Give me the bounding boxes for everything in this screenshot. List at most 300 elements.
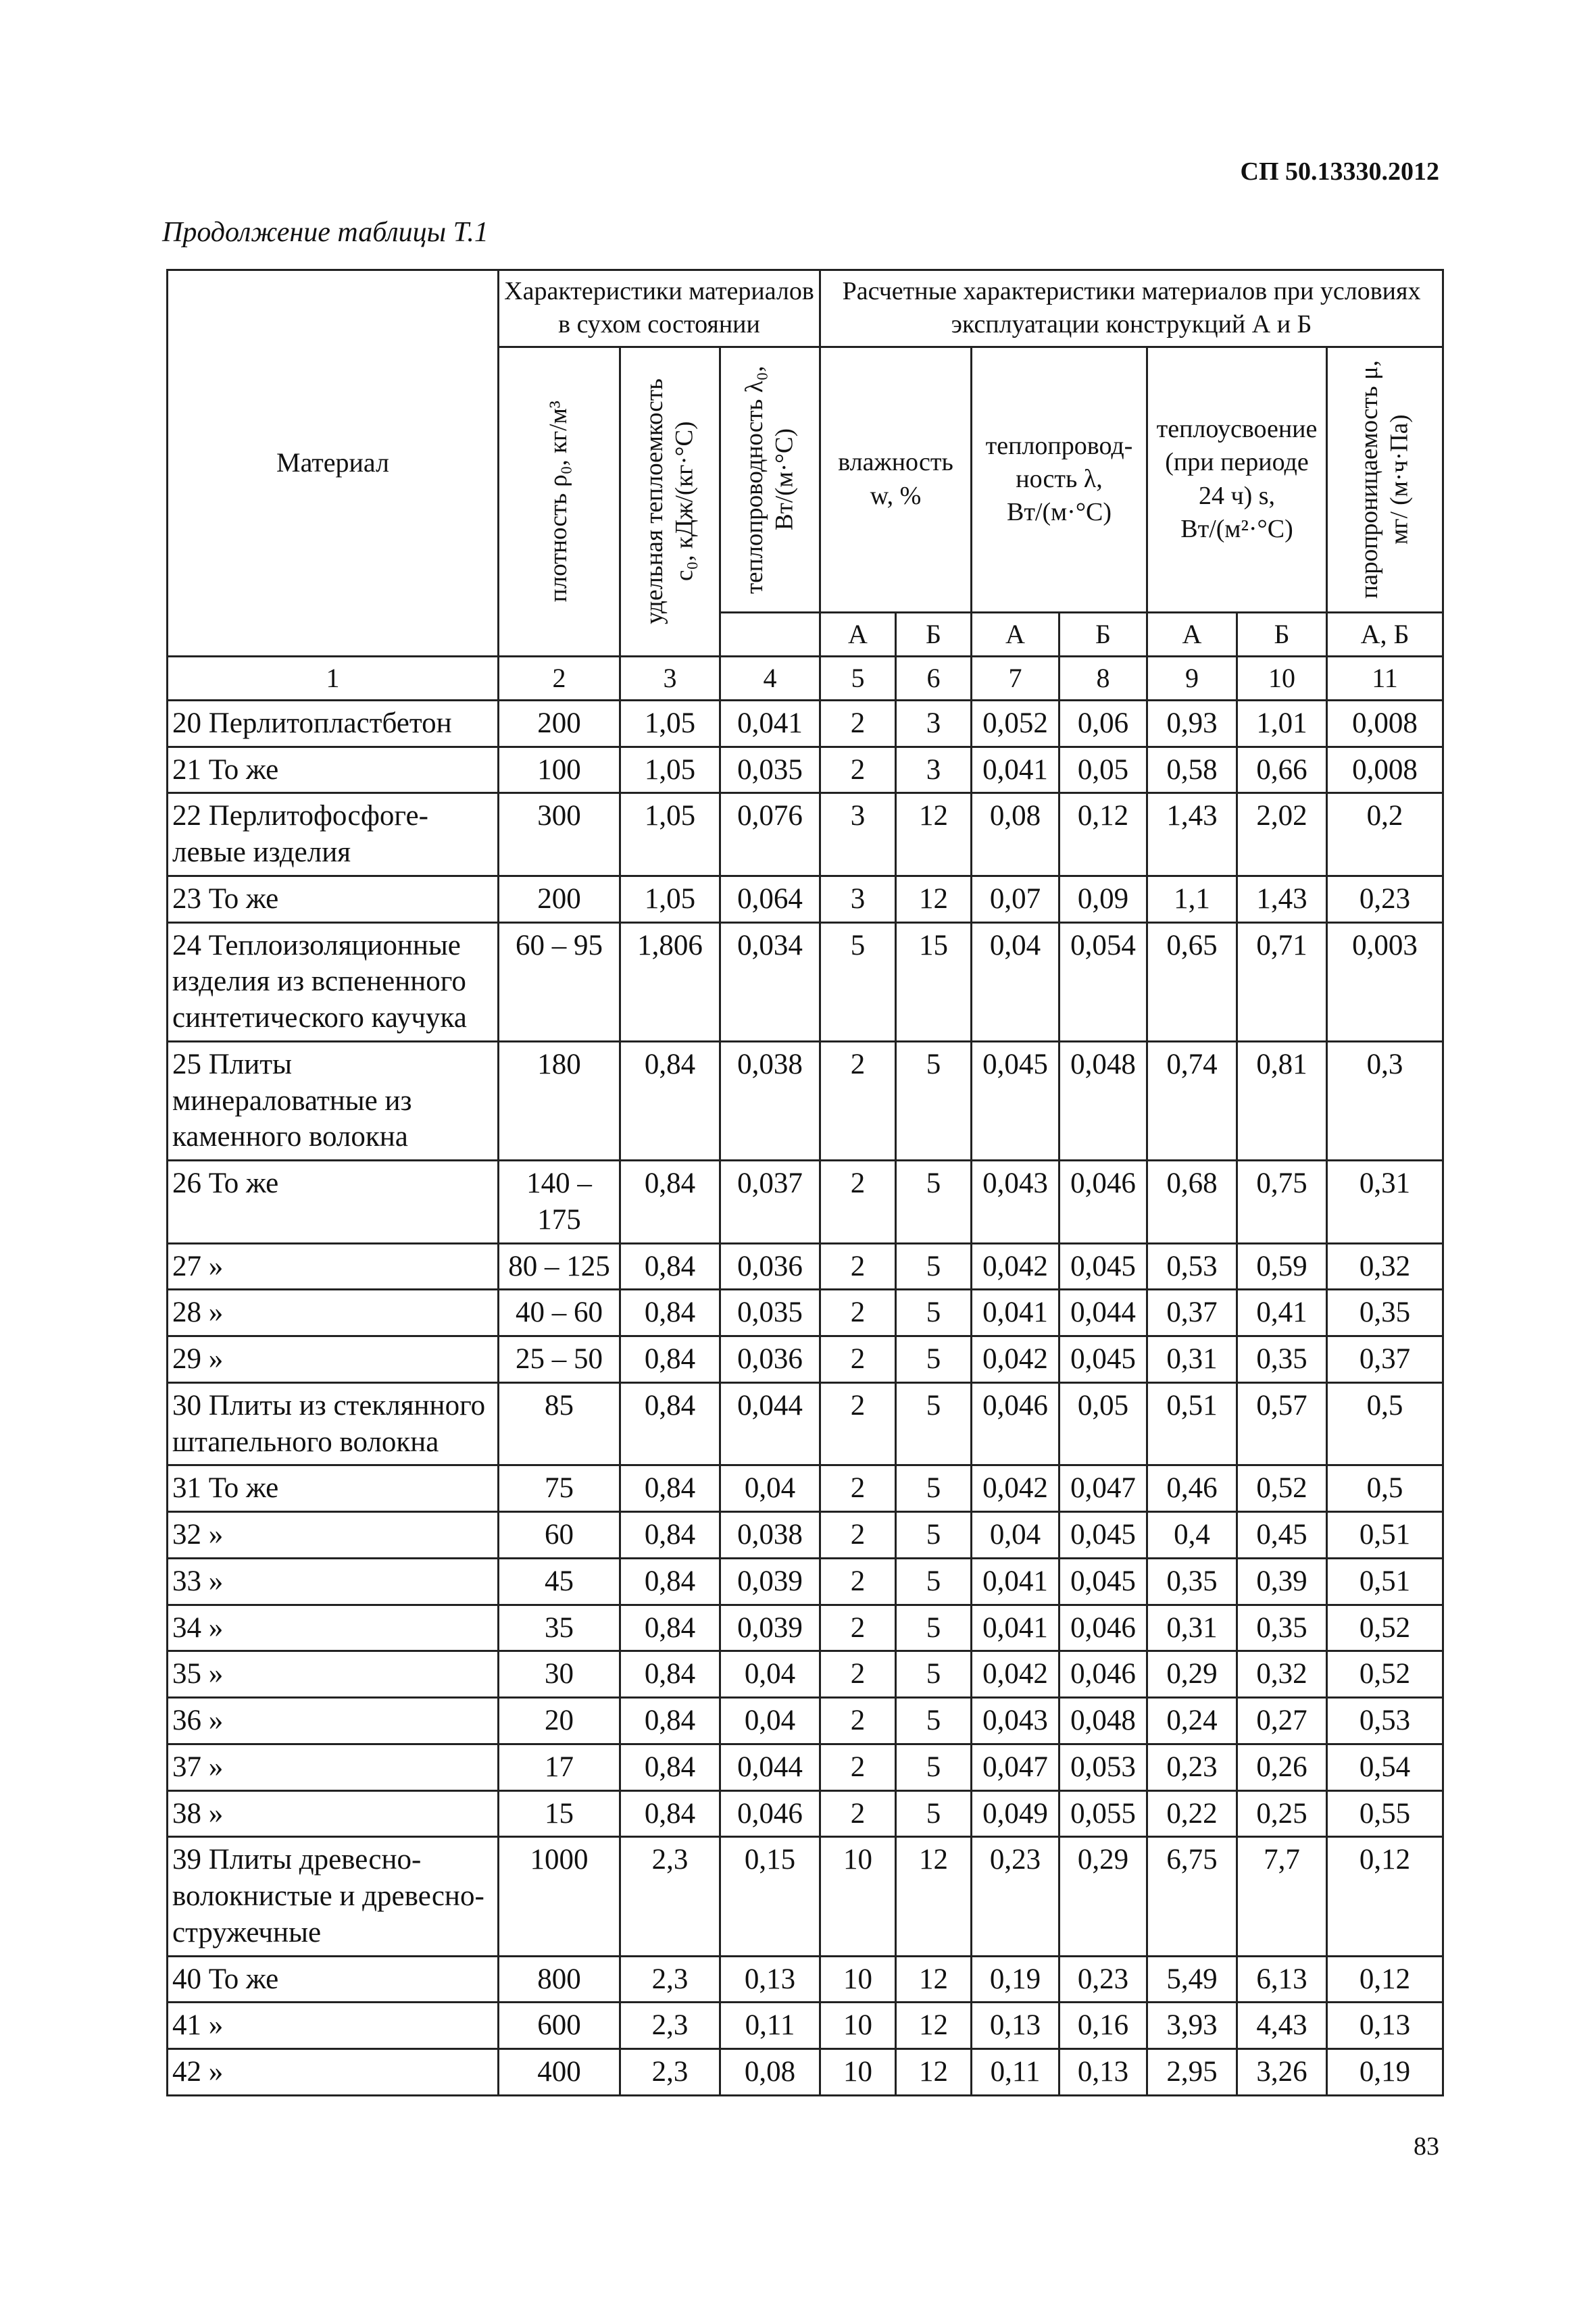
value-cell: 2,3 bbox=[620, 1837, 720, 1956]
value-cell: 0,008 bbox=[1327, 747, 1443, 793]
value-cell: 0,048 bbox=[1059, 1698, 1147, 1744]
value-cell: 0,04 bbox=[720, 1698, 820, 1744]
material-name-cell: 33 » bbox=[168, 1558, 499, 1605]
value-cell: 0,045 bbox=[1059, 1336, 1147, 1383]
table-row bbox=[168, 1465, 1443, 1512]
value-cell: 0,25 bbox=[1237, 1790, 1327, 1837]
material-name-cell: 29 » bbox=[168, 1336, 499, 1383]
value-cell: 0,08 bbox=[972, 793, 1059, 876]
value-cell: 15 bbox=[896, 922, 972, 1041]
value-cell: 0,045 bbox=[972, 1041, 1059, 1160]
value-cell: 3 bbox=[896, 700, 972, 747]
header-dry-group: Характеристики материалов в сухом состоянии bbox=[499, 270, 820, 347]
value-cell: 10 bbox=[820, 1956, 896, 2003]
column-number: 7 bbox=[972, 656, 1059, 700]
value-cell: 0,84 bbox=[620, 1465, 720, 1512]
value-cell: 2 bbox=[820, 1465, 896, 1512]
value-cell: 0,041 bbox=[972, 1558, 1059, 1605]
value-cell: 100 bbox=[499, 747, 620, 793]
value-cell: 600 bbox=[499, 2003, 620, 2049]
value-cell: 0,038 bbox=[720, 1041, 820, 1160]
value-cell: 140 – 175 bbox=[499, 1161, 620, 1244]
value-cell: 0,043 bbox=[972, 1161, 1059, 1244]
header-vapor-permeability-cell bbox=[1327, 347, 1443, 612]
value-cell: 0,39 bbox=[1237, 1558, 1327, 1605]
header-ab-label: Б bbox=[1059, 612, 1147, 656]
material-name-cell: 41 » bbox=[168, 2003, 499, 2049]
value-cell: 200 bbox=[499, 876, 620, 922]
value-cell: 0,55 bbox=[1327, 1790, 1443, 1837]
header-design-group: Расчетные характеристики материалов при условиях эксплуатации конструкций А и Б bbox=[820, 270, 1443, 347]
material-name-cell: 20 Перлитопластбетон bbox=[168, 700, 499, 747]
value-cell: 10 bbox=[820, 2049, 896, 2096]
value-cell: 0,09 bbox=[1059, 876, 1147, 922]
value-cell: 0,35 bbox=[1237, 1336, 1327, 1383]
value-cell: 0,048 bbox=[1059, 1041, 1147, 1160]
value-cell: 0,84 bbox=[620, 1382, 720, 1465]
value-cell: 0,045 bbox=[1059, 1243, 1147, 1290]
value-cell: 17 bbox=[499, 1744, 620, 1790]
value-cell: 0,22 bbox=[1147, 1790, 1237, 1837]
value-cell: 5 bbox=[896, 1465, 972, 1512]
value-cell: 45 bbox=[499, 1558, 620, 1605]
value-cell: 0,84 bbox=[620, 1041, 720, 1160]
value-cell: 0,036 bbox=[720, 1336, 820, 1383]
value-cell: 0,31 bbox=[1147, 1336, 1237, 1383]
value-cell: 0,041 bbox=[972, 747, 1059, 793]
value-cell: 0,046 bbox=[1059, 1161, 1147, 1244]
value-cell: 3,26 bbox=[1237, 2049, 1327, 2096]
column-number: 1 bbox=[168, 656, 499, 700]
value-cell: 0,27 bbox=[1237, 1698, 1327, 1744]
value-cell: 0,35 bbox=[1237, 1605, 1327, 1651]
value-cell: 0,84 bbox=[620, 1558, 720, 1605]
value-cell: 4,43 bbox=[1237, 2003, 1327, 2049]
table-row bbox=[168, 1651, 1443, 1698]
value-cell: 2 bbox=[820, 1382, 896, 1465]
material-name-cell: 30 Плиты из стеклянного штапельного волокна bbox=[168, 1382, 499, 1465]
column-number: 9 bbox=[1147, 656, 1237, 700]
value-cell: 0,52 bbox=[1327, 1605, 1443, 1651]
value-cell: 0,047 bbox=[972, 1744, 1059, 1790]
header-conductivity: теплопровод-ность λ, Вт/(м·°С) bbox=[972, 347, 1147, 612]
material-name-cell: 32 » bbox=[168, 1512, 499, 1559]
table-row bbox=[168, 1041, 1443, 1160]
value-cell: 0,74 bbox=[1147, 1041, 1237, 1160]
value-cell: 80 – 125 bbox=[499, 1243, 620, 1290]
value-cell: 1000 bbox=[499, 1837, 620, 1956]
header-conductivity-dry-cell bbox=[720, 347, 820, 612]
material-name-cell: 22 Перлитофосфоге-левые изделия bbox=[168, 793, 499, 876]
table-row bbox=[168, 1161, 1443, 1244]
value-cell: 2 bbox=[820, 1605, 896, 1651]
value-cell: 3 bbox=[820, 876, 896, 922]
value-cell: 0,84 bbox=[620, 1605, 720, 1651]
value-cell: 2 bbox=[820, 1290, 896, 1336]
value-cell: 2 bbox=[820, 1558, 896, 1605]
page-number: 83 bbox=[1414, 2132, 1439, 2161]
value-cell: 12 bbox=[896, 1837, 972, 1956]
value-cell: 0,84 bbox=[620, 1744, 720, 1790]
value-cell: 0,04 bbox=[720, 1651, 820, 1698]
value-cell: 5 bbox=[896, 1744, 972, 1790]
header-ab-label: Б bbox=[896, 612, 972, 656]
value-cell: 0,13 bbox=[1059, 2049, 1147, 2096]
table-row bbox=[168, 1790, 1443, 1837]
value-cell: 0,044 bbox=[1059, 1290, 1147, 1336]
value-cell: 12 bbox=[896, 2049, 972, 2096]
value-cell: 0,12 bbox=[1327, 1956, 1443, 2003]
value-cell: 40 – 60 bbox=[499, 1290, 620, 1336]
column-number: 3 bbox=[620, 656, 720, 700]
material-name-cell: 24 Теплоизоляционные изделия из вспененного синтетического каучука bbox=[168, 922, 499, 1041]
value-cell: 0,05 bbox=[1059, 747, 1147, 793]
value-cell: 5,49 bbox=[1147, 1956, 1237, 2003]
value-cell: 0,045 bbox=[1059, 1558, 1147, 1605]
value-cell: 12 bbox=[896, 876, 972, 922]
value-cell: 12 bbox=[896, 793, 972, 876]
value-cell: 0,41 bbox=[1237, 1290, 1327, 1336]
value-cell: 0,53 bbox=[1147, 1243, 1237, 1290]
table-row bbox=[168, 1605, 1443, 1651]
table-row bbox=[168, 1382, 1443, 1465]
value-cell: 60 bbox=[499, 1512, 620, 1559]
value-cell: 1,43 bbox=[1237, 876, 1327, 922]
value-cell: 1,05 bbox=[620, 876, 720, 922]
value-cell: 2 bbox=[820, 1790, 896, 1837]
table-row bbox=[168, 1558, 1443, 1605]
table-row bbox=[168, 793, 1443, 876]
value-cell: 2 bbox=[820, 1336, 896, 1383]
value-cell: 0,039 bbox=[720, 1605, 820, 1651]
column-number: 8 bbox=[1059, 656, 1147, 700]
value-cell: 0,008 bbox=[1327, 700, 1443, 747]
material-name-cell: 42 » bbox=[168, 2049, 499, 2096]
value-cell: 3,93 bbox=[1147, 2003, 1237, 2049]
value-cell: 0,15 bbox=[720, 1837, 820, 1956]
value-cell: 2,3 bbox=[620, 2049, 720, 2096]
value-cell: 0,039 bbox=[720, 1558, 820, 1605]
value-cell: 1,05 bbox=[620, 700, 720, 747]
value-cell: 400 bbox=[499, 2049, 620, 2096]
material-name-cell: 34 » bbox=[168, 1605, 499, 1651]
value-cell: 0,84 bbox=[620, 1336, 720, 1383]
table-row bbox=[168, 1512, 1443, 1559]
value-cell: 2,02 bbox=[1237, 793, 1327, 876]
value-cell: 5 bbox=[896, 1605, 972, 1651]
value-cell: 0,038 bbox=[720, 1512, 820, 1559]
value-cell: 5 bbox=[896, 1382, 972, 1465]
value-cell: 6,75 bbox=[1147, 1837, 1237, 1956]
value-cell: 0,29 bbox=[1059, 1837, 1147, 1956]
value-cell: 5 bbox=[896, 1651, 972, 1698]
value-cell: 2 bbox=[820, 1512, 896, 1559]
table-row bbox=[168, 2003, 1443, 2049]
value-cell: 300 bbox=[499, 793, 620, 876]
header-density: плотность ρ₀, кг/м³ bbox=[545, 401, 573, 603]
value-cell: 0,23 bbox=[1327, 876, 1443, 922]
value-cell: 0,52 bbox=[1327, 1651, 1443, 1698]
table-row bbox=[168, 1956, 1443, 2003]
value-cell: 0,59 bbox=[1237, 1243, 1327, 1290]
value-cell: 0,11 bbox=[720, 2003, 820, 2049]
value-cell: 5 bbox=[896, 1243, 972, 1290]
value-cell: 0,65 bbox=[1147, 922, 1237, 1041]
header-specific-heat: удельная теплоемкость c₀, кДж/(кг·°С) bbox=[641, 378, 699, 625]
value-cell: 5 bbox=[896, 1041, 972, 1160]
value-cell: 0,5 bbox=[1327, 1382, 1443, 1465]
value-cell: 0,034 bbox=[720, 922, 820, 1041]
value-cell: 0,054 bbox=[1059, 922, 1147, 1041]
header-heat-absorption: теплоусвоение (при периоде 24 ч) s, Вт/(м²·°С) bbox=[1147, 347, 1327, 612]
value-cell: 7,7 bbox=[1237, 1837, 1327, 1956]
value-cell: 0,5 bbox=[1327, 1465, 1443, 1512]
value-cell: 0,29 bbox=[1147, 1651, 1237, 1698]
column-number: 4 bbox=[720, 656, 820, 700]
table-row bbox=[168, 747, 1443, 793]
table-row bbox=[168, 1336, 1443, 1383]
header-ab-label: А bbox=[972, 612, 1059, 656]
value-cell: 2 bbox=[820, 1243, 896, 1290]
value-cell: 20 bbox=[499, 1698, 620, 1744]
value-cell: 0,12 bbox=[1059, 793, 1147, 876]
value-cell: 2 bbox=[820, 1651, 896, 1698]
column-number: 5 bbox=[820, 656, 896, 700]
value-cell: 5 bbox=[896, 1698, 972, 1744]
value-cell: 2,95 bbox=[1147, 2049, 1237, 2096]
value-cell: 0,24 bbox=[1147, 1698, 1237, 1744]
value-cell: 0,75 bbox=[1237, 1161, 1327, 1244]
value-cell: 1,1 bbox=[1147, 876, 1237, 922]
value-cell: 1,01 bbox=[1237, 700, 1327, 747]
value-cell: 0,06 bbox=[1059, 700, 1147, 747]
value-cell: 5 bbox=[896, 1336, 972, 1383]
value-cell: 0,51 bbox=[1327, 1512, 1443, 1559]
value-cell: 0,044 bbox=[720, 1382, 820, 1465]
value-cell: 0,31 bbox=[1147, 1605, 1237, 1651]
value-cell: 2 bbox=[820, 700, 896, 747]
value-cell: 0,046 bbox=[972, 1382, 1059, 1465]
value-cell: 0,37 bbox=[1327, 1336, 1443, 1383]
value-cell: 3 bbox=[896, 747, 972, 793]
value-cell: 0,08 bbox=[720, 2049, 820, 2096]
header-ab-spacer bbox=[720, 612, 820, 656]
header-specific-heat-cell bbox=[620, 347, 720, 656]
value-cell: 12 bbox=[896, 1956, 972, 2003]
value-cell: 0,51 bbox=[1147, 1382, 1237, 1465]
value-cell: 25 – 50 bbox=[499, 1336, 620, 1383]
table-caption: Продолжение таблицы Т.1 bbox=[162, 217, 489, 248]
table-row bbox=[168, 1744, 1443, 1790]
value-cell: 800 bbox=[499, 1956, 620, 2003]
value-cell: 5 bbox=[896, 1558, 972, 1605]
value-cell: 0,19 bbox=[1327, 2049, 1443, 2096]
value-cell: 0,044 bbox=[720, 1744, 820, 1790]
value-cell: 0,064 bbox=[720, 876, 820, 922]
value-cell: 0,041 bbox=[972, 1290, 1059, 1336]
value-cell: 0,93 bbox=[1147, 700, 1237, 747]
material-name-cell: 27 » bbox=[168, 1243, 499, 1290]
material-name-cell: 35 » bbox=[168, 1651, 499, 1698]
table-row bbox=[168, 700, 1443, 747]
value-cell: 30 bbox=[499, 1651, 620, 1698]
table-row bbox=[168, 2049, 1443, 2096]
value-cell: 0,04 bbox=[972, 1512, 1059, 1559]
value-cell: 5 bbox=[896, 1512, 972, 1559]
table-row bbox=[168, 876, 1443, 922]
value-cell: 1,05 bbox=[620, 793, 720, 876]
header-conductivity-dry: теплопроводность λ₀, Вт/(м·°С) bbox=[741, 365, 799, 594]
value-cell: 0,51 bbox=[1327, 1558, 1443, 1605]
value-cell: 0,57 bbox=[1237, 1382, 1327, 1465]
value-cell: 0,81 bbox=[1237, 1041, 1327, 1160]
value-cell: 0,042 bbox=[972, 1465, 1059, 1512]
table-row bbox=[168, 1290, 1443, 1336]
material-name-cell: 36 » bbox=[168, 1698, 499, 1744]
value-cell: 0,07 bbox=[972, 876, 1059, 922]
value-cell: 0,035 bbox=[720, 747, 820, 793]
document-code: СП 50.13330.2012 bbox=[1240, 157, 1439, 186]
value-cell: 0,45 bbox=[1237, 1512, 1327, 1559]
header-moisture: влажность w, % bbox=[820, 347, 972, 612]
value-cell: 0,036 bbox=[720, 1243, 820, 1290]
header-material: Материал bbox=[168, 270, 499, 657]
value-cell: 10 bbox=[820, 1837, 896, 1956]
value-cell: 2 bbox=[820, 747, 896, 793]
header-vapor-permeability: паропроницаемость μ, мг/ (м·ч·Па) bbox=[1355, 360, 1414, 599]
table-row bbox=[168, 1243, 1443, 1290]
value-cell: 2 bbox=[820, 1744, 896, 1790]
value-cell: 0,076 bbox=[720, 793, 820, 876]
value-cell: 0,4 bbox=[1147, 1512, 1237, 1559]
value-cell: 0,053 bbox=[1059, 1744, 1147, 1790]
header-ab-label: Б bbox=[1237, 612, 1327, 656]
value-cell: 2,3 bbox=[620, 1956, 720, 2003]
value-cell: 0,84 bbox=[620, 1243, 720, 1290]
value-cell: 0,32 bbox=[1327, 1243, 1443, 1290]
value-cell: 0,12 bbox=[1327, 1837, 1443, 1956]
value-cell: 0,04 bbox=[972, 922, 1059, 1041]
value-cell: 5 bbox=[896, 1790, 972, 1837]
value-cell: 0,23 bbox=[1059, 1956, 1147, 2003]
value-cell: 3 bbox=[820, 793, 896, 876]
value-cell: 0,035 bbox=[720, 1290, 820, 1336]
value-cell: 0,052 bbox=[972, 700, 1059, 747]
value-cell: 0,84 bbox=[620, 1512, 720, 1559]
value-cell: 0,003 bbox=[1327, 922, 1443, 1041]
value-cell: 15 bbox=[499, 1790, 620, 1837]
value-cell: 2 bbox=[820, 1041, 896, 1160]
value-cell: 0,84 bbox=[620, 1290, 720, 1336]
material-name-cell: 38 » bbox=[168, 1790, 499, 1837]
material-name-cell: 31 То же bbox=[168, 1465, 499, 1512]
material-name-cell: 37 » bbox=[168, 1744, 499, 1790]
value-cell: 1,43 bbox=[1147, 793, 1237, 876]
value-cell: 1,806 bbox=[620, 922, 720, 1041]
value-cell: 0,055 bbox=[1059, 1790, 1147, 1837]
value-cell: 0,041 bbox=[720, 700, 820, 747]
value-cell: 12 bbox=[896, 2003, 972, 2049]
value-cell: 0,041 bbox=[972, 1605, 1059, 1651]
value-cell: 0,35 bbox=[1147, 1558, 1237, 1605]
value-cell: 0,53 bbox=[1327, 1698, 1443, 1744]
material-name-cell: 40 То же bbox=[168, 1956, 499, 2003]
value-cell: 200 bbox=[499, 700, 620, 747]
value-cell: 5 bbox=[896, 1290, 972, 1336]
value-cell: 0,46 bbox=[1147, 1465, 1237, 1512]
value-cell: 2 bbox=[820, 1698, 896, 1744]
value-cell: 0,23 bbox=[1147, 1744, 1237, 1790]
column-number: 2 bbox=[499, 656, 620, 700]
value-cell: 0,05 bbox=[1059, 1382, 1147, 1465]
value-cell: 0,046 bbox=[1059, 1651, 1147, 1698]
value-cell: 0,37 bbox=[1147, 1290, 1237, 1336]
value-cell: 0,046 bbox=[1059, 1605, 1147, 1651]
column-number-row bbox=[168, 656, 1443, 700]
value-cell: 35 bbox=[499, 1605, 620, 1651]
value-cell: 10 bbox=[820, 2003, 896, 2049]
table-row bbox=[168, 1698, 1443, 1744]
value-cell: 1,05 bbox=[620, 747, 720, 793]
value-cell: 2,3 bbox=[620, 2003, 720, 2049]
value-cell: 85 bbox=[499, 1382, 620, 1465]
value-cell: 0,19 bbox=[972, 1956, 1059, 2003]
value-cell: 0,52 bbox=[1237, 1465, 1327, 1512]
value-cell: 180 bbox=[499, 1041, 620, 1160]
value-cell: 0,16 bbox=[1059, 2003, 1147, 2049]
value-cell: 0,71 bbox=[1237, 922, 1327, 1041]
value-cell: 60 – 95 bbox=[499, 922, 620, 1041]
value-cell: 0,26 bbox=[1237, 1744, 1327, 1790]
value-cell: 0,037 bbox=[720, 1161, 820, 1244]
value-cell: 0,54 bbox=[1327, 1744, 1443, 1790]
table-body bbox=[168, 700, 1443, 2095]
column-number: 11 bbox=[1327, 656, 1443, 700]
table-header bbox=[168, 270, 1443, 657]
value-cell: 0,66 bbox=[1237, 747, 1327, 793]
value-cell: 0,84 bbox=[620, 1790, 720, 1837]
value-cell: 0,84 bbox=[620, 1651, 720, 1698]
value-cell: 0,11 bbox=[972, 2049, 1059, 2096]
table-row bbox=[168, 1837, 1443, 1956]
value-cell: 0,043 bbox=[972, 1698, 1059, 1744]
value-cell: 5 bbox=[896, 1161, 972, 1244]
material-name-cell: 26 То же bbox=[168, 1161, 499, 1244]
value-cell: 0,042 bbox=[972, 1336, 1059, 1383]
value-cell: 0,13 bbox=[1327, 2003, 1443, 2049]
value-cell: 0,042 bbox=[972, 1651, 1059, 1698]
value-cell: 6,13 bbox=[1237, 1956, 1327, 2003]
value-cell: 0,23 bbox=[972, 1837, 1059, 1956]
value-cell: 0,045 bbox=[1059, 1512, 1147, 1559]
value-cell: 0,046 bbox=[720, 1790, 820, 1837]
column-number: 10 bbox=[1237, 656, 1327, 700]
header-density-cell bbox=[499, 347, 620, 656]
value-cell: 0,2 bbox=[1327, 793, 1443, 876]
column-number: 6 bbox=[896, 656, 972, 700]
value-cell: 0,35 bbox=[1327, 1290, 1443, 1336]
header-ab-label: А bbox=[1147, 612, 1237, 656]
value-cell: 0,13 bbox=[720, 1956, 820, 2003]
material-name-cell: 23 То же bbox=[168, 876, 499, 922]
header-ab-label: А, Б bbox=[1327, 612, 1443, 656]
column-numbers bbox=[168, 656, 1443, 700]
material-name-cell: 39 Плиты древесно-волокнистые и древесно-стружечные bbox=[168, 1837, 499, 1956]
value-cell: 0,13 bbox=[972, 2003, 1059, 2049]
material-name-cell: 25 Плиты минераловатные из каменного волокна bbox=[168, 1041, 499, 1160]
value-cell: 0,3 bbox=[1327, 1041, 1443, 1160]
materials-table bbox=[166, 269, 1444, 2096]
